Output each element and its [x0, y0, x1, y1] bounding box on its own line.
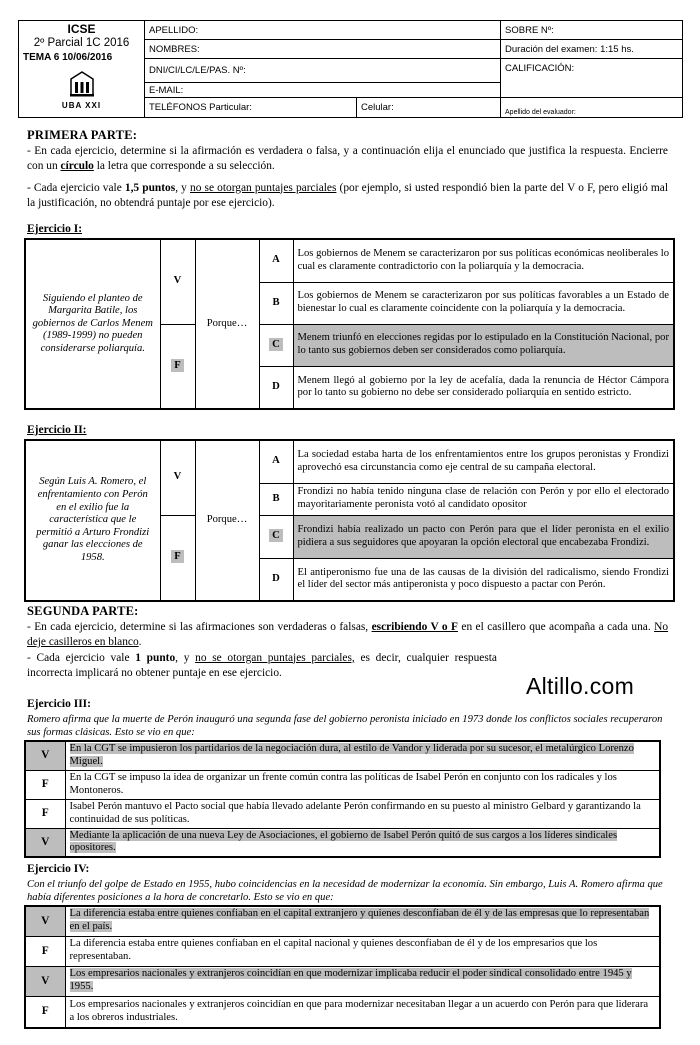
instr-text: - Cada ejercicio vale: [27, 651, 136, 664]
instr-text: - En cada ejercicio, determine si las afirmaciones son verdaderas o falsas,: [27, 620, 372, 633]
ex3-statement-1-text: En la CGT se impusieron los partidarios de la negociación dura, al estilo de Vandor y liderada por su sucesor, el metalúrgico Lorenzo Miguel.: [69, 743, 634, 767]
brand-label: UBA XXI: [61, 101, 102, 110]
ex3-statement-1: [65, 741, 660, 770]
exam-theme-date: TEMA 6 10/06/2016: [23, 52, 113, 63]
instr-emphasis: No deje casilleros en blanco: [27, 620, 669, 648]
ex4-answer-1[interactable]: V: [25, 906, 65, 936]
ex2-selected-c: C: [269, 529, 283, 542]
part1-instruction-1: [27, 144, 668, 175]
dni-field[interactable]: DNI/CI/LC/LE/PAS. Nº:: [145, 59, 501, 83]
ex2-letter-d[interactable]: D: [259, 558, 293, 601]
part1-title: PRIMERA PARTE:: [27, 128, 138, 142]
instr-text: (por ejemplo, si usted respondió bien la parte del V o F, pero eligió mal la justificación, no obtendrá puntaje por ese ejercicio).: [27, 181, 668, 209]
exam-name: 2º Parcial 1C 2016: [33, 37, 130, 49]
ex1-letter-c[interactable]: [259, 324, 293, 366]
ex1-option-d: Menem llegó al gobierno por la ley de acefalía, dada la renuncia de Héctor Cámpora por lo tanto su gobierno no debe ser considerado poliarquía en sentido estricto.: [293, 366, 674, 409]
watermark-text: Altillo.com: [526, 673, 635, 699]
part2-instruction-1: [27, 620, 668, 651]
ex1-option-v[interactable]: V: [160, 239, 195, 324]
ex2-option-c: Frondizi había realizado un pacto con Perón para que el líder peronista en el exilio pidiera a sus seguidores que apoyaran la opción electoral que encabezaba Frondizi.: [293, 515, 674, 558]
instr-emphasis: escribiendo V o F: [371, 620, 458, 633]
instr-text: , y: [175, 651, 196, 664]
instr-text: es decir, cualquier respuesta incorrecta implicará no obtener puntaje en ese ejercicio.: [27, 651, 497, 679]
ex4-statement-3-text: Los empresarios nacionales y extranjeros coincidían en que modernizar implicaba reducir el poder sindical consolidado entre 1945 y 1955.: [69, 968, 632, 992]
ex1-letter-b[interactable]: B: [259, 282, 293, 324]
ex1-letter-d[interactable]: D: [259, 366, 293, 409]
part2-instructions: [27, 604, 668, 682]
ex2-letter-b[interactable]: B: [259, 483, 293, 515]
duracion-label: Duración del examen: 1:15 hs.: [501, 40, 683, 59]
ex1-title: [27, 222, 668, 238]
instr-emphasis: 1 punto: [135, 651, 176, 664]
evaluador-field[interactable]: Apellido del evaluador:: [501, 98, 683, 118]
instr-text: - Cada ejercicio vale: [27, 181, 125, 194]
instr-emphasis: 1,5 puntos: [124, 181, 176, 194]
ex1-statement: Siguiendo el planteo de Margarita Batile, los gobiernos de Carlos Menem (1989-1999) no pueden considerarse poliarquía.: [25, 239, 160, 409]
ex3-statement-4: [65, 828, 660, 857]
calificacion-field[interactable]: CALIFICACIÓN:: [501, 59, 683, 98]
ex2-option-b: Frondizi no había tenido ninguna clase de relación con Perón y por ello el electorado mayoritariamente peronista votó al candidato opositor: [293, 483, 674, 515]
ex2-porque: Porque…: [195, 440, 259, 601]
ex2-option-a: La sociedad estaba harta de los enfrentamientos entre los grupos peronistas y Frondizi aprovechó esa circunstancia como eje central de su campaña electoral.: [293, 440, 674, 483]
ex3-intro: Romero afirma que la muerte de Perón inauguró una segunda fase del gobierno peronista iniciado en 1973 donde los conflictos sociales recuperaron sus formas clásicas. Esto se vio en que:: [27, 713, 663, 738]
ex1-option-c: Menem triunfó en elecciones regidas por lo estipulado en la Constitución Nacional, por lo tanto sus gobiernos deben ser considerados como poliarquía.: [293, 324, 674, 366]
instr-text: la letra que corresponde a su selección.: [93, 160, 275, 172]
ex3-title: Ejercicio III:: [27, 698, 91, 710]
instr-emphasis: círculo: [60, 160, 94, 172]
email-field[interactable]: E-MAIL:: [145, 83, 501, 98]
sobre-field[interactable]: SOBRE Nº:: [501, 21, 683, 40]
ex1-option-a: Los gobiernos de Menem se caracterizaron por sus políticas económicas neoliberales lo cual es claramente contradictorio con la poliarquía y la democracia.: [293, 239, 674, 282]
ex1-option-f[interactable]: [160, 324, 195, 409]
ex4-statement-1-text: La diferencia estaba entre quienes confiaban en el capital extranjero y quienes desconfiaban de él y de las empresas que lo representaban en el país.: [69, 908, 650, 933]
header-table: [18, 20, 683, 118]
ex2-option-d: El antiperonismo fue una de las causas de la división del radicalismo, siendo Frondizi el líder del sector más antiperonista y poco dispuesto a pactar con Perón.: [293, 558, 674, 601]
ex4-table: [24, 905, 661, 1029]
ex2-letter-c[interactable]: [259, 515, 293, 558]
nombres-field[interactable]: NOMBRES:: [145, 40, 501, 59]
ex3-answer-3[interactable]: F: [25, 799, 65, 828]
instr-text: , y: [175, 181, 190, 194]
ex3-answer-4[interactable]: V: [25, 828, 65, 857]
exam-logo-block: [19, 21, 145, 118]
ex4-header: [27, 862, 668, 904]
ex3-answer-2[interactable]: F: [25, 770, 65, 799]
part2-title: SEGUNDA PARTE:: [27, 604, 139, 618]
ex4-statement-2: La diferencia estaba entre quienes confiaban en el capital nacional y quienes desconfiaban de él y de los empresarios que los representaban.: [65, 936, 660, 966]
ex1-title-text: Ejercicio I:: [27, 223, 83, 235]
ex1-selected-c: C: [269, 338, 283, 351]
ex2-statement: Según Luis A. Romero, el enfrentamiento con Perón en el exilio fue la característica que le permitió a Arturo Frondizi ganar las elecciones de 1958.: [25, 440, 160, 601]
ex2-option-f[interactable]: [160, 515, 195, 601]
instr-text: en el casillero que acompaña a cada una.: [457, 620, 655, 633]
part1-instruction-2: [27, 181, 668, 212]
telefono-field[interactable]: TELÉFONOS Particular:: [145, 98, 357, 118]
part2-instruction-2: [27, 651, 497, 682]
exam-header: [18, 20, 682, 117]
instr-text: - En cada ejercicio, determine si la afirmación es verdadera o falsa, y a continuación elija el enunciado que justifica la respuesta. Encierre con un: [27, 144, 668, 172]
uba-emblem-icon: [67, 69, 97, 99]
ex3-statement-2: En la CGT se impuso la idea de organizar un frente común contra las políticas de Isabel Perón en conjunto con los radicales y los Montoneros.: [65, 770, 660, 799]
ex1-selected-f: F: [171, 359, 183, 372]
ex3-header: [27, 697, 668, 739]
celular-field[interactable]: Celular:: [357, 98, 501, 118]
ex2-title: [27, 423, 668, 439]
ex3-statement-3: Isabel Perón mantuvo el Pacto social que había llevado adelante Perón confirmando en su puesto al ministro Gelbard y garantizando la continuidad de sus políticas.: [65, 799, 660, 828]
ex3-statement-4-text: Mediante la aplicación de una nueva Ley de Asociaciones, el gobierno de Isabel Perón quitó de sus cargos a los líderes sindicales opositores.: [69, 829, 618, 854]
part1-instructions: [27, 128, 668, 212]
ex4-title: Ejercicio IV:: [27, 863, 90, 875]
ex2-selected-f: F: [171, 550, 183, 563]
ex4-statement-1: [65, 906, 660, 936]
ex4-answer-3[interactable]: V: [25, 966, 65, 996]
ex4-statement-3: [65, 966, 660, 996]
instr-text: .: [138, 636, 142, 648]
instr-emphasis: no se otorgan puntajes parciales,: [195, 651, 355, 664]
ex4-intro: Con el triunfo del golpe de Estado en 1955, hubo coincidencias en la necesidad de modernizar la economía. Sin embargo, Luis A. Romero afirma que había diferentes posiciones a la hora de concretarlo. Esto se vio en que:: [27, 878, 663, 903]
ex4-statement-4: Los empresarios nacionales y extranjeros coincidían en que para modernizar necesitaban llegar a un acuerdo con Perón para que liderara a los obreros industriales.: [65, 996, 660, 1028]
ex3-answer-1[interactable]: V: [25, 741, 65, 770]
ex2-letter-a[interactable]: A: [259, 440, 293, 483]
apellido-field[interactable]: APELLIDO:: [145, 21, 501, 40]
ex2-option-v[interactable]: V: [160, 440, 195, 515]
ex2-title-text: Ejercicio II:: [27, 424, 87, 436]
ex1-table: [24, 238, 675, 410]
ex4-answer-4[interactable]: F: [25, 996, 65, 1028]
ex1-option-b: Los gobiernos de Menem se caracterizaron por sus políticas favorables a un Estado de bienestar lo cual es claramente coincidente con la poliarquía y la democracia.: [293, 282, 674, 324]
ex2-table: [24, 439, 675, 602]
ex1-porque: Porque…: [195, 239, 259, 409]
course-name: ICSE: [67, 22, 96, 36]
ex1-letter-a[interactable]: A: [259, 239, 293, 282]
instr-emphasis: no se otorgan puntajes parciales: [190, 181, 337, 194]
ex4-answer-2[interactable]: F: [25, 936, 65, 966]
ex3-table: [24, 740, 661, 858]
